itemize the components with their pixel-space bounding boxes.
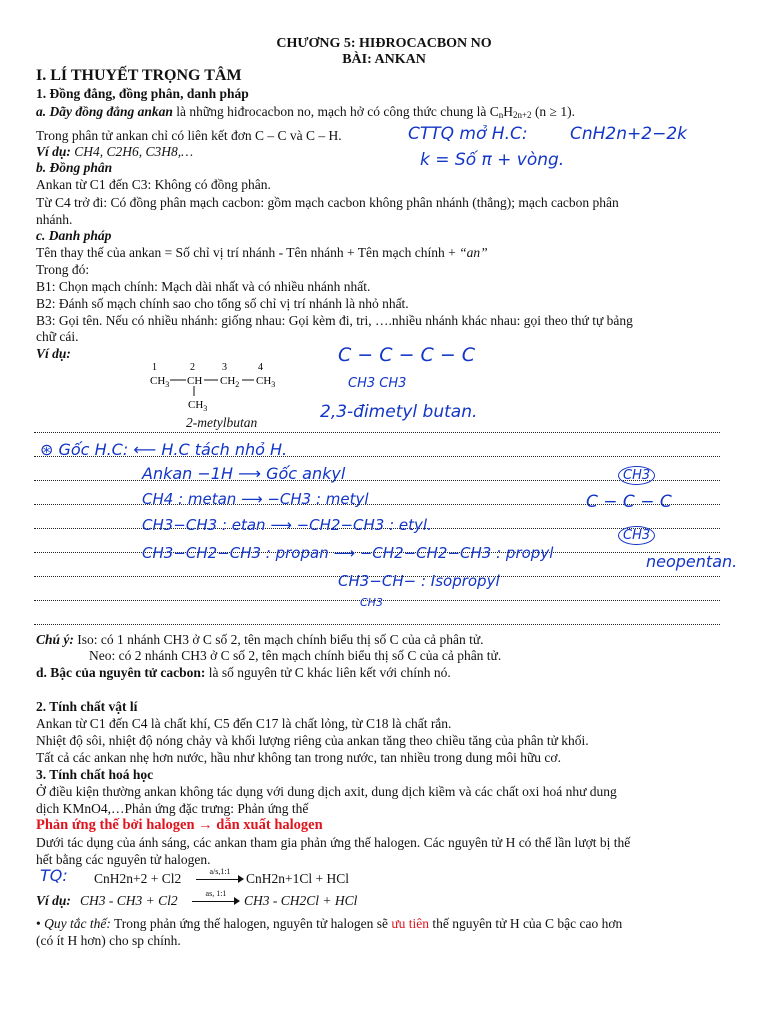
carbon-order-line <box>36 665 451 681</box>
writing-line <box>34 480 720 481</box>
general-eq-right: CnH2n+1Cl + HCl <box>246 871 349 886</box>
handwritten-neo-bot: CH3 <box>618 526 655 545</box>
chemical-line-1: Ở điều kiện thường ankan không tác dụng với dung dịch axit, dung dịch kiềm và các chất oxi hoá như dung <box>36 784 617 799</box>
note-iso <box>36 632 484 648</box>
handwritten-chain-branch: CH3 CH3 <box>348 376 407 391</box>
rule-text-1: Trong phản ứng thế halogen, nguyên tử halogen sẽ <box>110 916 392 931</box>
general-eq-cond: a/s,1:1 <box>209 867 231 876</box>
chapter-title: CHƯƠNG 5: HIĐROCACBON NO <box>276 36 492 51</box>
handwritten-goc-6-branch: CH3 <box>360 596 383 609</box>
naming-title: c. Danh pháp <box>36 228 112 243</box>
svg-text:CH3: $CH_3$ <box>188 399 208 413</box>
bond-line: Trong phân tử ankan chỉ có liên kết đơn C – C và C – H. <box>36 128 342 143</box>
general-eq-arrow <box>196 879 242 880</box>
halogen-intro-1: Dưới tác dụng của ánh sáng, các ankan tham gia phản ứng thế halogen. Các nguyên tử H có thể lần lượt bị thế <box>36 835 631 850</box>
halogen-heading: Phản ứng thế bởi halogen → dẫn xuất halogen <box>36 817 323 833</box>
svg-text:3: 3 <box>222 362 227 373</box>
handwritten-ctq: CTTQ mở H.C: <box>408 124 528 144</box>
isomer-title: b. Đồng phân <box>36 160 113 175</box>
lesson-title: BÀI: ANKAN <box>342 52 426 67</box>
handwritten-goc-4: CH3−CH3 : etan ⟶ −CH2−CH3 : etyl. <box>142 516 432 534</box>
structure-name: 2-metylbutan <box>186 415 258 430</box>
writing-line <box>34 432 720 433</box>
naming-example-label: Ví dụ: <box>36 346 71 361</box>
handwritten-goc-3: CH4 : metan ⟶ −CH3 : metyl <box>142 490 369 508</box>
note-label: Chú ý: <box>36 632 74 647</box>
rule-priority: ưu tiên <box>391 916 430 931</box>
carbon-order-label: d. Bậc của nguyên tử cacbon: <box>36 665 206 680</box>
carbon-order-text: là số nguyên tử C khác liên kết với chính nó. <box>205 665 451 680</box>
rule-label: Quy tắc thế: <box>44 916 111 931</box>
naming-step-2: B2: Đánh số mạch chính sao cho tổng số chỉ vị trí nhánh là nhỏ nhất. <box>36 296 409 311</box>
example-text: CH4, C2H6, C3H8,… <box>70 144 194 159</box>
physical-line-2: Nhiệt độ sôi, nhiệt độ nóng chảy và khối lượng riêng của ankan tăng theo chiều tăng của phân tử khối. <box>36 733 589 748</box>
naming-an: “an” <box>459 245 488 260</box>
writing-line <box>34 624 720 625</box>
naming-step-3b: chữ cái. <box>36 329 79 344</box>
halogen-intro-2: hết bằng các nguyên tử halogen. <box>36 852 211 867</box>
section-1-title: I. LÍ THUYẾT TRỌNG TÂM <box>36 67 242 84</box>
svg-text:CH3: $CH_3$ <box>256 375 276 389</box>
section-2-title: 2. Tính chất vật lí <box>36 699 138 714</box>
svg-text:CH3: $CH_3$ <box>150 375 170 389</box>
handwritten-goc-1: ⊛ Gốc H.C: ⟵ H.C tách nhỏ H. <box>40 440 288 459</box>
homologous-tail: (n ≥ 1). <box>531 104 575 119</box>
naming-formula: Tên thay thế của ankan = Số chỉ vị trí nhánh - Tên nhánh + Tên mạch chính + <box>36 245 460 260</box>
section-3-title: 3. Tính chất hoá học <box>36 767 154 782</box>
isomer-line-2: Từ C4 trở đi: Có đồng phân mạch cacbon: gồm mạch cacbon không phân nhánh (thẳng); mạch cacbon phân <box>36 195 619 210</box>
handwritten-chain: C − C − C − C <box>338 344 476 366</box>
homologous-label: a. Dãy đồng đẳng ankan <box>36 104 173 119</box>
naming-step-3a: B3: Gọi tên. Nếu có nhiều nhánh: giống nhau: Gọi kèm đi, tri, ….nhiều nhánh khác nhau: gọi theo thứ tự bảng <box>36 313 633 328</box>
isomer-line-3: nhánh. <box>36 212 73 227</box>
example-eq-cond: as, 1:1 <box>205 889 227 898</box>
svg-text:CH: CH <box>187 375 203 387</box>
svg-text:2: 2 <box>190 362 195 373</box>
example-label: Ví dụ: <box>36 144 71 159</box>
example-eq-label: Ví dụ: <box>36 893 71 908</box>
handwritten-goc-2: Ankan −1H ⟶ Gốc ankyl <box>142 464 346 483</box>
general-eq-arrow-head <box>238 875 244 883</box>
substitution-rule-line-1 <box>36 916 622 932</box>
bullet-icon: • <box>36 916 41 931</box>
naming-step-1: B1: Chọn mạch chính: Mạch dài nhất và có nhiều nhánh nhất. <box>36 279 371 294</box>
handwritten-neo-mid: C − C − C <box>586 492 672 512</box>
subsection-1-title: 1. Đồng đẳng, đồng phân, danh pháp <box>36 86 249 101</box>
physical-line-3: Tất cả các ankan nhẹ hơn nước, hầu như không tan trong nước, tan nhiều trong dung môi hữu cơ. <box>36 750 561 765</box>
handwritten-neo-name: neopentan. <box>646 552 738 571</box>
example-eq-left: CH3 - CH3 + Cl2 <box>80 893 178 908</box>
homologous-text: là những hiđrocacbon no, mạch hở có công thức chung là C <box>172 104 499 119</box>
methylbutane-structure <box>140 358 300 420</box>
handwritten-chain-name: 2,3-đimetyl butan. <box>320 402 478 422</box>
example-line <box>36 144 193 160</box>
physical-line-1: Ankan từ C1 đến C4 là chất khí, C5 đến C17 là chất lỏng, từ C18 là chất rắn. <box>36 716 452 731</box>
svg-text:CH2: $CH_2$ <box>220 375 240 389</box>
example-eq-arrow-head <box>234 897 240 905</box>
handwritten-k-def: k = Số π + vòng. <box>420 150 565 170</box>
isomer-line-1: Ankan từ C1 đến C3: Không có đồng phân. <box>36 177 271 192</box>
homologous-series-line: a. Dãy đồng đẳng ankan là những hiđrocacbon no, mạch hở có công thức chung là $C_nH_{2n+2}$ (n ≥ 1). <box>36 104 575 120</box>
handwritten-neo-top: CH3 <box>618 466 655 485</box>
chemical-line-2: dịch KMnO4,…Phản ứng đặc trưng: Phản ứng thế <box>36 801 309 816</box>
naming-trongdo: Trong đó: <box>36 262 90 277</box>
note-neo: Neo: có 2 nhánh CH3 ở C số 2, tên mạch chính biểu thị số C của cả phân tử. <box>89 648 502 663</box>
handwritten-tq-label: TQ: <box>40 866 68 885</box>
handwritten-goc-5: CH3−CH2−CH3 : propan ⟶ −CH2−CH2−CH3 : propyl <box>142 544 554 562</box>
naming-line-1 <box>36 245 488 261</box>
rule-text-2: thế nguyên tử H của C bậc cao hơn <box>429 916 623 931</box>
example-eq-right: CH3 - CH2Cl + HCl <box>244 893 358 908</box>
general-eq-left: CnH2n+2 + Cl2 <box>94 871 182 886</box>
note-iso-text: Iso: có 1 nhánh CH3 ở C số 2, tên mạch chính biểu thị số C của cả phân tử. <box>73 632 484 647</box>
handwritten-ctq-formula: CnH2n+2−2k <box>570 124 687 144</box>
handwritten-goc-6: CH3−CH− : Isopropyl <box>338 572 500 590</box>
substitution-rule-line-2: (có ít H hơn) cho sp chính. <box>36 933 181 948</box>
svg-text:1: 1 <box>152 362 157 373</box>
example-eq-arrow <box>192 901 238 902</box>
svg-text:4: 4 <box>258 362 263 373</box>
